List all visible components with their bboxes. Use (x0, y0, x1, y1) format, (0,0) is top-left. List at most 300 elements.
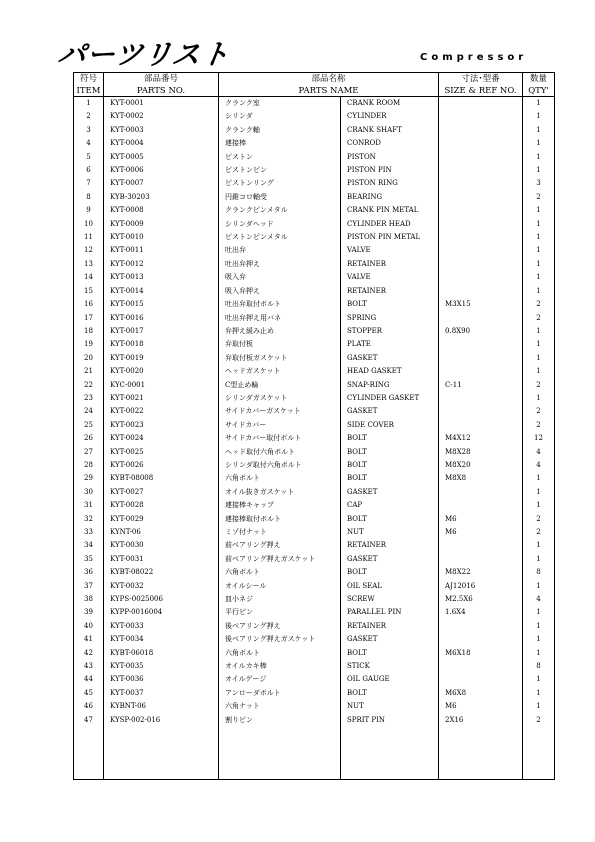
row-quantity: 1 (523, 258, 555, 271)
row-size (439, 177, 523, 190)
row-item-number: 42 (74, 647, 104, 660)
row-item-number: 32 (74, 513, 104, 526)
row-item-number: 14 (74, 271, 104, 284)
row-name-en: BEARING (341, 191, 439, 204)
page-subtitle: Compressor (420, 52, 528, 63)
row-quantity: 1 (523, 110, 555, 123)
row-name-jp: ピストンピン (219, 164, 341, 177)
row-item-number: 10 (74, 218, 104, 231)
table-row (74, 231, 555, 244)
table-row (74, 177, 555, 190)
table-row (74, 513, 555, 526)
row-item-number: 4 (74, 137, 104, 150)
row-part-number: KYT-0025 (104, 446, 219, 459)
table-row (74, 526, 555, 539)
row-part-number: KYT-0034 (104, 633, 219, 646)
row-size (439, 244, 523, 257)
table-row (74, 392, 555, 405)
row-size: C-11 (439, 379, 523, 392)
row-name-jp: 皿小ネジ (219, 593, 341, 606)
row-part-number: KYBT-08022 (104, 566, 219, 579)
row-name-jp: 連接棒取付ボルト (219, 513, 341, 526)
row-item-number: 15 (74, 285, 104, 298)
row-name-en: SPRIT PIN (341, 714, 439, 727)
parts-table-body (74, 97, 555, 780)
table-row (74, 137, 555, 150)
row-name-jp: サイドカバー取付ボルト (219, 432, 341, 445)
row-part-number: KYT-0021 (104, 392, 219, 405)
table-row (74, 486, 555, 499)
row-size: M8X28 (439, 446, 523, 459)
row-quantity: 4 (523, 459, 555, 472)
table-row (74, 379, 555, 392)
row-name-en: CYLINDER HEAD (341, 218, 439, 231)
table-filler-cell (341, 727, 439, 780)
row-part-number: KYT-0012 (104, 258, 219, 271)
header-item-en: ITEM (74, 85, 104, 97)
table-row (74, 687, 555, 700)
row-quantity: 1 (523, 137, 555, 150)
table-row (74, 365, 555, 378)
row-item-number: 16 (74, 298, 104, 311)
row-quantity: 2 (523, 526, 555, 539)
row-part-number: KYT-0020 (104, 365, 219, 378)
row-size (439, 110, 523, 123)
row-size: AJ12016 (439, 580, 523, 593)
row-name-en: BOLT (341, 446, 439, 459)
header-qty-en: QTY' (523, 85, 555, 97)
row-part-number: KYT-0001 (104, 97, 219, 111)
row-size (439, 352, 523, 365)
row-size (439, 151, 523, 164)
row-quantity: 2 (523, 419, 555, 432)
table-row (74, 432, 555, 445)
row-size: M8X20 (439, 459, 523, 472)
table-row (74, 700, 555, 713)
table-row (74, 620, 555, 633)
row-part-number: KYT-0015 (104, 298, 219, 311)
row-name-en: GASKET (341, 352, 439, 365)
row-part-number: KYT-0011 (104, 244, 219, 257)
row-name-en: BOLT (341, 472, 439, 485)
row-part-number: KYT-0016 (104, 312, 219, 325)
row-name-en: BOLT (341, 459, 439, 472)
row-size (439, 553, 523, 566)
row-size (439, 97, 523, 111)
row-name-jp: 割りピン (219, 714, 341, 727)
table-row (74, 352, 555, 365)
row-item-number: 1 (74, 97, 104, 111)
row-size: M3X15 (439, 298, 523, 311)
table-row (74, 472, 555, 485)
row-quantity: 2 (523, 714, 555, 727)
row-quantity: 1 (523, 124, 555, 137)
row-size: 1.6X4 (439, 606, 523, 619)
row-name-en: PISTON (341, 151, 439, 164)
table-row (74, 164, 555, 177)
table-filler-cell (104, 727, 219, 780)
header-partno-jp: 部品番号 (104, 73, 219, 86)
row-part-number: KYT-0019 (104, 352, 219, 365)
row-size (439, 392, 523, 405)
row-item-number: 22 (74, 379, 104, 392)
header-row-en (74, 85, 555, 97)
row-part-number: KYT-0028 (104, 499, 219, 512)
row-name-en: PARALLEL PIN (341, 606, 439, 619)
row-size: M6 (439, 513, 523, 526)
row-name-en: SCREW (341, 593, 439, 606)
row-name-jp: 弁押え緩み止め (219, 325, 341, 338)
row-part-number: KYT-0003 (104, 124, 219, 137)
row-name-jp: 前ベアリング押え (219, 539, 341, 552)
row-quantity: 1 (523, 606, 555, 619)
row-name-en: GASKET (341, 553, 439, 566)
table-row (74, 405, 555, 418)
row-name-jp: 円錐コロ軸受 (219, 191, 341, 204)
row-name-jp: 吐出弁 (219, 244, 341, 257)
row-item-number: 3 (74, 124, 104, 137)
row-item-number: 17 (74, 312, 104, 325)
row-name-en: CRANK PIN METAL (341, 204, 439, 217)
row-item-number: 34 (74, 539, 104, 552)
row-item-number: 9 (74, 204, 104, 217)
row-item-number: 13 (74, 258, 104, 271)
header-qty-jp: 数量 (523, 73, 555, 86)
row-name-en: RETAINER (341, 258, 439, 271)
row-item-number: 29 (74, 472, 104, 485)
row-quantity: 1 (523, 97, 555, 111)
row-name-jp: クランク軸 (219, 124, 341, 137)
row-name-en: VALVE (341, 271, 439, 284)
row-item-number: 23 (74, 392, 104, 405)
row-size (439, 419, 523, 432)
row-name-jp: オイルカキ棒 (219, 660, 341, 673)
row-item-number: 20 (74, 352, 104, 365)
row-size (439, 258, 523, 271)
row-quantity: 1 (523, 647, 555, 660)
row-size (439, 124, 523, 137)
row-name-en: CONROD (341, 137, 439, 150)
row-name-jp: 弁取付板ガスケット (219, 352, 341, 365)
row-part-number: KYT-0035 (104, 660, 219, 673)
row-name-en: NUT (341, 526, 439, 539)
row-name-en: VALVE (341, 244, 439, 257)
table-row (74, 244, 555, 257)
row-size: M4X12 (439, 432, 523, 445)
row-part-number: KYB-30203 (104, 191, 219, 204)
row-item-number: 38 (74, 593, 104, 606)
row-quantity: 4 (523, 446, 555, 459)
row-name-en: BOLT (341, 687, 439, 700)
row-name-en: GASKET (341, 405, 439, 418)
row-size (439, 312, 523, 325)
row-name-jp: オイルシール (219, 580, 341, 593)
row-part-number: KYT-0009 (104, 218, 219, 231)
table-row (74, 258, 555, 271)
row-item-number: 41 (74, 633, 104, 646)
row-quantity: 1 (523, 580, 555, 593)
row-item-number: 46 (74, 700, 104, 713)
row-size (439, 137, 523, 150)
row-size: M2.5X6 (439, 593, 523, 606)
header-row-jp (74, 73, 555, 86)
row-quantity: 8 (523, 566, 555, 579)
row-quantity: 1 (523, 486, 555, 499)
row-size (439, 365, 523, 378)
row-name-en: STOPPER (341, 325, 439, 338)
row-name-en: RETAINER (341, 285, 439, 298)
row-item-number: 8 (74, 191, 104, 204)
row-item-number: 27 (74, 446, 104, 459)
table-row (74, 191, 555, 204)
table-row (74, 110, 555, 123)
row-quantity: 2 (523, 513, 555, 526)
row-name-jp: 吐出弁押え用バネ (219, 312, 341, 325)
row-item-number: 6 (74, 164, 104, 177)
header-partno-en: PARTS NO. (104, 85, 219, 97)
row-name-jp: 六角ボルト (219, 566, 341, 579)
row-part-number: KYT-0004 (104, 137, 219, 150)
row-part-number: KYPS-0025006 (104, 593, 219, 606)
table-row (74, 459, 555, 472)
row-item-number: 36 (74, 566, 104, 579)
row-item-number: 26 (74, 432, 104, 445)
row-name-jp: シリンダヘッド (219, 218, 341, 231)
table-row (74, 633, 555, 646)
row-name-jp: オイル抜きガスケット (219, 486, 341, 499)
row-size: M6X18 (439, 647, 523, 660)
row-name-jp: 吸入弁 (219, 271, 341, 284)
row-item-number: 28 (74, 459, 104, 472)
row-name-en: BOLT (341, 647, 439, 660)
row-name-jp: クランク室 (219, 97, 341, 111)
row-quantity: 1 (523, 687, 555, 700)
row-part-number: KYPP-0016004 (104, 606, 219, 619)
row-quantity: 1 (523, 700, 555, 713)
row-item-number: 33 (74, 526, 104, 539)
row-part-number: KYT-0027 (104, 486, 219, 499)
row-quantity: 1 (523, 472, 555, 485)
row-size (439, 218, 523, 231)
row-name-jp: ピストンピンメタル (219, 231, 341, 244)
row-item-number: 2 (74, 110, 104, 123)
table-filler-cell (219, 727, 341, 780)
row-part-number: KYT-0030 (104, 539, 219, 552)
row-quantity: 3 (523, 177, 555, 190)
row-name-jp: サイドカバーガスケット (219, 405, 341, 418)
row-name-en: CRANK SHAFT (341, 124, 439, 137)
table-filler-cell (74, 727, 104, 780)
row-name-en: OIL GAUGE (341, 673, 439, 686)
table-row (74, 419, 555, 432)
table-row (74, 218, 555, 231)
row-quantity: 8 (523, 660, 555, 673)
row-name-en: PISTON PIN (341, 164, 439, 177)
row-name-jp: 前ベアリング押えガスケット (219, 553, 341, 566)
row-name-jp: シリンダガスケット (219, 392, 341, 405)
row-name-jp: 後ベアリング押えガスケット (219, 633, 341, 646)
row-quantity: 1 (523, 392, 555, 405)
row-name-jp: 吸入弁押え (219, 285, 341, 298)
row-item-number: 44 (74, 673, 104, 686)
table-row (74, 566, 555, 579)
row-name-en: GASKET (341, 486, 439, 499)
row-name-en: RETAINER (341, 539, 439, 552)
row-size (439, 338, 523, 351)
row-quantity: 1 (523, 218, 555, 231)
row-quantity: 12 (523, 432, 555, 445)
row-item-number: 21 (74, 365, 104, 378)
row-part-number: KYT-0005 (104, 151, 219, 164)
row-size (439, 620, 523, 633)
row-part-number: KYT-0033 (104, 620, 219, 633)
table-row (74, 714, 555, 727)
row-item-number: 35 (74, 553, 104, 566)
row-part-number: KYT-0023 (104, 419, 219, 432)
row-part-number: KYT-0022 (104, 405, 219, 418)
row-item-number: 40 (74, 620, 104, 633)
row-part-number: KYT-0014 (104, 285, 219, 298)
row-quantity: 1 (523, 539, 555, 552)
row-item-number: 7 (74, 177, 104, 190)
row-name-en: CYLINDER GASKET (341, 392, 439, 405)
row-name-en: HEAD GASKET (341, 365, 439, 378)
row-quantity: 1 (523, 271, 555, 284)
row-quantity: 4 (523, 593, 555, 606)
header-size-jp: 寸法･型番 (439, 73, 523, 86)
row-part-number: KYT-0036 (104, 673, 219, 686)
row-part-number: KYT-0013 (104, 271, 219, 284)
row-part-number: KYT-0006 (104, 164, 219, 177)
row-name-jp: 後ベアリング押え (219, 620, 341, 633)
table-row (74, 446, 555, 459)
row-quantity: 1 (523, 365, 555, 378)
row-name-en: GASKET (341, 633, 439, 646)
table-row (74, 204, 555, 217)
row-item-number: 25 (74, 419, 104, 432)
row-name-jp: ヘッドガスケット (219, 365, 341, 378)
row-size (439, 271, 523, 284)
row-size: M8X8 (439, 472, 523, 485)
row-part-number: KYT-0002 (104, 110, 219, 123)
row-name-jp: シリンダ (219, 110, 341, 123)
row-name-jp: アンローダボルト (219, 687, 341, 700)
table-row (74, 580, 555, 593)
row-size (439, 539, 523, 552)
row-size (439, 164, 523, 177)
row-item-number: 45 (74, 687, 104, 700)
row-quantity: 1 (523, 673, 555, 686)
row-part-number: KYT-0010 (104, 231, 219, 244)
row-size (439, 204, 523, 217)
row-size (439, 285, 523, 298)
table-row (74, 647, 555, 660)
row-part-number: KYSP-002-016 (104, 714, 219, 727)
row-size (439, 660, 523, 673)
row-name-en: PISTON PIN METAL (341, 231, 439, 244)
row-name-jp: シリンダ取付六角ボルト (219, 459, 341, 472)
row-name-en: SNAP-RING (341, 379, 439, 392)
row-quantity: 1 (523, 499, 555, 512)
table-filler-cell (523, 727, 555, 780)
row-name-en: BOLT (341, 513, 439, 526)
row-item-number: 12 (74, 244, 104, 257)
table-row (74, 298, 555, 311)
row-part-number: KYT-0026 (104, 459, 219, 472)
row-name-en: OIL SEAL (341, 580, 439, 593)
table-row (74, 539, 555, 552)
row-name-jp: 連接棒キャップ (219, 499, 341, 512)
row-quantity: 2 (523, 298, 555, 311)
row-quantity: 2 (523, 312, 555, 325)
row-name-en: SIDE COVER (341, 419, 439, 432)
row-part-number: KYT-0018 (104, 338, 219, 351)
row-name-jp: 六角ボルト (219, 472, 341, 485)
row-name-en: PISTON RING (341, 177, 439, 190)
row-name-jp: ヘッド取付六角ボルト (219, 446, 341, 459)
table-row (74, 338, 555, 351)
row-item-number: 19 (74, 338, 104, 351)
row-size (439, 633, 523, 646)
row-item-number: 30 (74, 486, 104, 499)
row-size (439, 191, 523, 204)
row-name-jp: 平行ピン (219, 606, 341, 619)
row-name-jp: 吐出弁取付ボルト (219, 298, 341, 311)
row-name-jp: ミゾ付ナット (219, 526, 341, 539)
row-name-en: CYLINDER (341, 110, 439, 123)
row-name-en: BOLT (341, 432, 439, 445)
row-quantity: 1 (523, 325, 555, 338)
row-name-jp: クランクピンメタル (219, 204, 341, 217)
row-part-number: KYT-0031 (104, 553, 219, 566)
row-part-number: KYBT-06018 (104, 647, 219, 660)
row-size: M6 (439, 700, 523, 713)
page-title: パーツリスト (55, 38, 233, 71)
row-part-number: KYC-0001 (104, 379, 219, 392)
row-quantity: 1 (523, 633, 555, 646)
table-row (74, 97, 555, 111)
row-quantity: 1 (523, 151, 555, 164)
row-item-number: 39 (74, 606, 104, 619)
row-quantity: 1 (523, 204, 555, 217)
row-quantity: 2 (523, 405, 555, 418)
row-quantity: 2 (523, 379, 555, 392)
header-size-en: SIZE & REF NO. (439, 85, 523, 97)
row-name-jp: C型止め輪 (219, 379, 341, 392)
table-filler-row (74, 727, 555, 780)
header-name-jp: 部品名称 (219, 73, 439, 86)
table-row (74, 325, 555, 338)
row-part-number: KYT-0029 (104, 513, 219, 526)
table-filler-cell (439, 727, 523, 780)
row-item-number: 5 (74, 151, 104, 164)
table-row (74, 151, 555, 164)
row-name-jp: 吐出弁押え (219, 258, 341, 271)
parts-table (73, 72, 555, 780)
header-name-en: PARTS NAME (219, 85, 439, 97)
row-quantity: 1 (523, 285, 555, 298)
table-row (74, 660, 555, 673)
row-name-en: CAP (341, 499, 439, 512)
row-size (439, 486, 523, 499)
row-size: M8X22 (439, 566, 523, 579)
table-row (74, 553, 555, 566)
row-part-number: KYNT-06 (104, 526, 219, 539)
row-size (439, 231, 523, 244)
row-part-number: KYBT-08008 (104, 472, 219, 485)
table-row (74, 312, 555, 325)
table-row (74, 271, 555, 284)
